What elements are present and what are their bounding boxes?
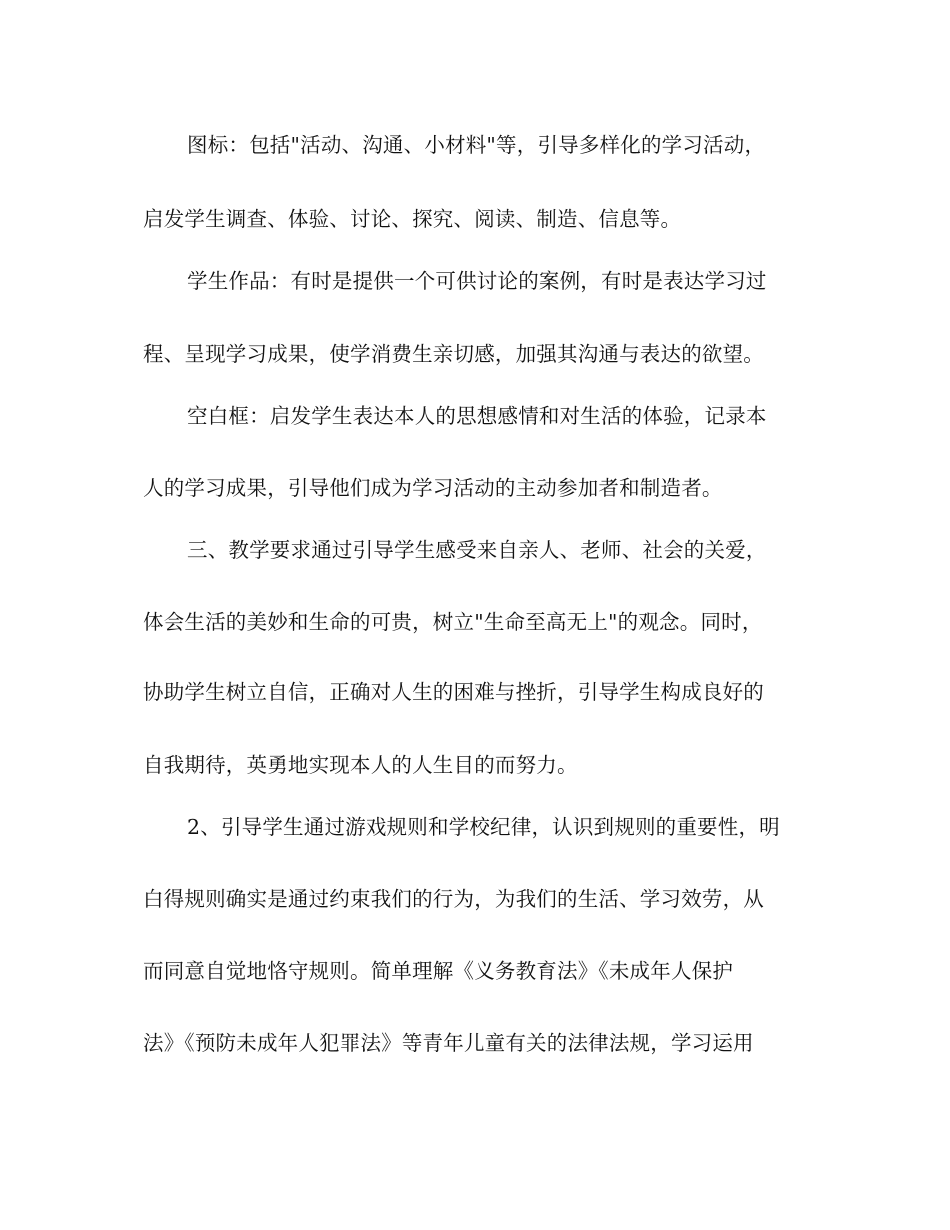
text-line: 程、呈现学习成果，使学消费生亲切感，加强其沟通与表达的欲望。 [143, 342, 764, 366]
text-line: 协助学生树立自信，正确对人生的困难与挫折，引导学生构成良好的 [143, 680, 764, 704]
text-line: 三、教学要求通过引导学生感受来自亲人、老师、社会的关爱， [187, 538, 767, 562]
text-line: 人的学习成果，引导他们成为学习活动的主动参加者和制造者。 [143, 476, 723, 500]
text-line: 体会生活的美妙和生命的可贵，树立"生命至高无上"的观念。同时， [143, 610, 763, 634]
text-line: 图标：包括"活动、沟通、小材料"等，引导多样化的学习活动， [187, 133, 766, 157]
text-line: 而同意自觉地恪守规则。简单理解《义务教育法》《未成年人保护 [143, 959, 734, 983]
text-line: 白得规则确实是通过约束我们的行为，为我们的生活、学习效劳，从 [143, 887, 764, 911]
text-line: 法》《预防未成年人犯罪法》等青年儿童有关的法律法规，学习运用 [143, 1031, 754, 1055]
text-line: 自我期待，英勇地实现本人的人生目的而努力。 [143, 753, 578, 777]
text-line: 启发学生调查、体验、讨论、探究、阅读、制造、信息等。 [143, 207, 682, 231]
text-line: 空白框：启发学生表达本人的思想感情和对生活的体验，记录本 [187, 404, 767, 428]
text-line: 学生作品：有时是提供一个可供讨论的案例，有时是表达学习过 [187, 269, 767, 293]
text-line: 2、引导学生通过游戏规则和学校纪律，认识到规则的重要性，明 [187, 815, 780, 839]
